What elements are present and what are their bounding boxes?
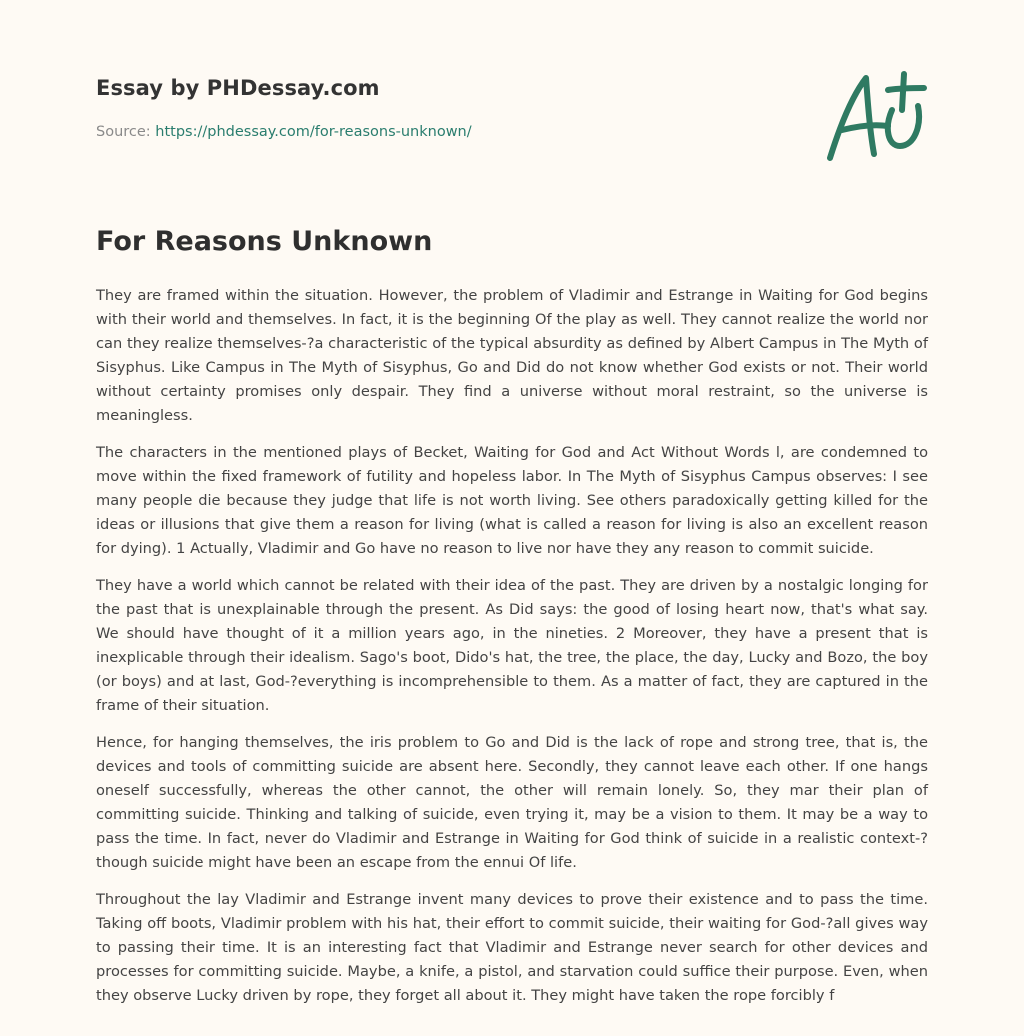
brand-title: Essay by PHDessay.com xyxy=(96,76,380,100)
essay-paragraph: Hence, for hanging themselves, the iris problem to Go and Did is the lack of rope and strong tree, that is, the devices and tools of committing suicide are absent here. Secondly, they cannot leave each other. If one hangs oneself successfully, whereas the other cannot, the other will remain lonely. So, they mar their plan of committing suicide. Thinking and talking of suicide, even trying it, may be a vision to them. It may be a way to pass the time. In fact, never do Vladimir and Estrange in Waiting for God think of suicide in a realistic context-?though suicide might have been an escape from the ennui Of life. xyxy=(96,734,928,871)
essay-paragraph: They have a world which cannot be related with their idea of the past. They are driven by a nostalgic longing for the past that is unexplainable through the present. As Did says: the good of losing heart now, that's what say. We should have thought of it a million years ago, in the nineties. 2 Moreover, they have a present that is inexplicable through their idealism. Sago's boot, Dido's hat, the tree, the place, the day, Lucky and Bozo, the boy (or boys) and at last, God-?everything is incomprehensible to them. As a matter of fact, they are captured in the frame of their situation. xyxy=(96,577,928,714)
essay-body xyxy=(96,284,928,1021)
essay-paragraph: They are framed within the situation. However, the problem of Vladimir and Estrange in Waiting for God begins with their world and themselves. In fact, it is the beginning Of the play as well. They cannot realize the world nor can they realize themselves-?a characteristic of the typical absurdity as defined by Albert Campus in The Myth of Sisyphus. Like Campus in The Myth of Sisyphus, Go and Did do not know whether God exists or not. Their world without certainty promises only despair. They find a universe without moral restraint, so the universe is meaningless. xyxy=(96,287,928,424)
source-line xyxy=(96,124,472,140)
a-plus-logo-icon xyxy=(818,66,930,166)
essay-title: For Reasons Unknown xyxy=(96,226,433,257)
essay-paragraph: The characters in the mentioned plays of Becket, Waiting for God and Act Without Words l, are condemned to move within the fixed framework of futility and hopeless labor. In The Myth of Sisyphus Campus observes: I see many people die because they judge that life is not worth living. See others paradoxically getting killed for the ideas or illusions that give them a reason for living (what is called a reason for living is also an excellent reason for dying). 1 Actually, Vladimir and Go have no reason to live nor have they any reason to commit suicide. xyxy=(96,444,928,557)
source-label: Source: xyxy=(96,124,156,140)
essay-paragraph: Throughout the lay Vladimir and Estrange invent many devices to prove their existence and to pass the time. Taking off boots, Vladimir problem with his hat, their effort to commit suicide, their waiting for God-?all gives way to passing their time. It is an interesting fact that Vladimir and Estrange never search for other devices and processes for committing suicide. Maybe, a knife, a pistol, and starvation could suffice their purpose. Even, when they observe Lucky driven by rope, they forget all about it. They might have taken the rope forcibly f xyxy=(96,891,928,1004)
source-link[interactable]: https://phdessay.com/for-reasons-unknown/ xyxy=(155,124,472,140)
